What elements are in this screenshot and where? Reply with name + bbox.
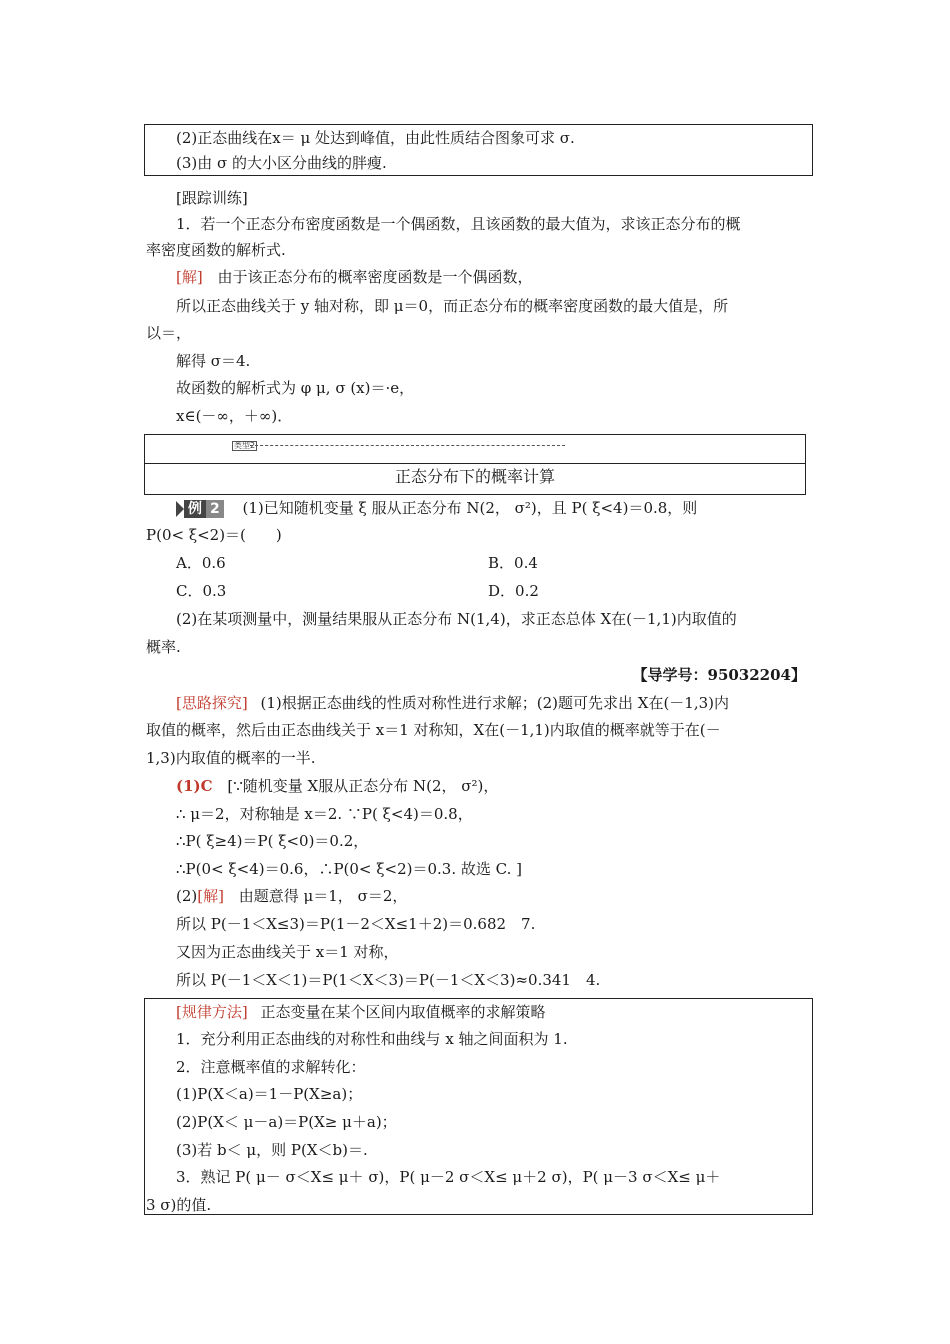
answer2-line-1: (2)[解] 由题意得 μ＝1， σ＝2，: [176, 887, 408, 905]
type-box-divider: [144, 463, 806, 464]
option-c: C．0.3: [176, 582, 227, 600]
example-q2-line-2: 概率.: [146, 638, 181, 656]
practice-heading: [跟踪训练]: [176, 189, 248, 207]
answer1-line-1: (1)C [∵随机变量 X服从正态分布 N(2， σ²)，: [176, 777, 499, 795]
practice-solution-line-4: 解得 σ＝4.: [176, 352, 251, 370]
guide-number: 【导学号：95032204】: [632, 666, 806, 684]
box1-line-1: (2)正态曲线在x＝ μ 处达到峰值，由此性质结合图象可求 σ.: [176, 129, 575, 147]
answer1-line-4: ∴P(0< ξ<4)＝0.6，∴P(0< ξ<2)＝0.3. 故选 C. ]: [176, 860, 522, 878]
rules-header: [规律方法] 正态变量在某个区间内取值概率的求解策略: [176, 1003, 546, 1021]
box1-line-2: (3)由 σ 的大小区分曲线的胖瘦.: [176, 154, 387, 172]
rules-line-7: 3 σ)的值.: [146, 1196, 212, 1214]
option-a: A．0.6: [176, 554, 226, 572]
answer2-line-4: 所以 P(－1＜X＜1)＝P(1＜X＜3)＝P(－1＜X＜3)≈0.341 4.: [176, 971, 601, 989]
answer2-line-2: 所以 P(－1＜X≤3)＝P(1－2＜X≤1＋2)＝0.682 7.: [176, 915, 536, 933]
analysis-line-2: 取值的概率，然后由正态曲线关于 x＝1 对称知，X在(－1,1)内取值的概率就等于在(－: [146, 721, 721, 739]
rules-line-4: (2)P(X＜ μ－a)＝P(X≥ μ＋a)；: [176, 1113, 397, 1131]
practice-solution-line-5: 故函数的解析式为 φ μ, σ (x)＝·e，: [176, 379, 415, 397]
answer1-line-2: ∴ μ＝2，对称轴是 x＝2. ∵P( ξ<4)＝0.8，: [176, 805, 473, 823]
practice-solution-line-3: 以＝，: [146, 324, 192, 342]
practice-question-line-1: 1．若一个正态分布密度函数是一个偶函数，且该函数的最大值为，求该正态分布的概: [176, 215, 741, 233]
rules-line-6: 3．熟记 P( μ－ σ＜X≤ μ＋ σ)，P( μ－2 σ＜X≤ μ＋2 σ)，P( μ－3 σ＜X≤ μ＋: [176, 1168, 721, 1186]
solution-tag: [解]: [176, 268, 203, 286]
example-q2-line-1: (2)在某项测量中，测量结果服从正态分布 N(1,4)，求正态总体 X在(－1,1)内取值的: [176, 610, 737, 628]
practice-solution-line-2: 所以正态曲线关于 y 轴对称，即 μ＝0，而正态分布的概率密度函数的最大值是，所: [176, 297, 729, 315]
example-line-2: P(0< ξ<2)＝( ): [146, 526, 282, 544]
analysis-tag: [思路探究]: [176, 694, 248, 712]
option-b: B．0.4: [488, 554, 538, 572]
analysis-line-3: 1,3)内取值的概率的一半.: [146, 749, 316, 767]
answer2-line-3: 又因为正态曲线关于 x＝1 对称，: [176, 943, 399, 961]
rules-tag: [规律方法]: [176, 1003, 248, 1021]
practice-solution-line-1: [解] 由于该正态分布的概率密度函数是一个偶函数，: [176, 268, 533, 286]
rules-line-5: (3)若 b＜ μ，则 P(X＜b)＝.: [176, 1141, 368, 1159]
option-d: D．0.2: [488, 582, 539, 600]
practice-question-line-2: 率密度函数的解析式.: [146, 241, 286, 259]
type-tag: 类型2: [234, 441, 256, 450]
analysis-line-1: [思路探究] (1)根据正态曲线的性质对称性进行求解；(2)题可先求出 X在(－1,3)内: [176, 694, 730, 712]
answer1-tag: (1)C: [176, 777, 213, 795]
example-badge: 例 2: [176, 500, 224, 518]
example-line-1: 例 2 (1)已知随机变量 ξ 服从正态分布 N(2， σ²)，且 P( ξ<4)＝0.8，则: [176, 498, 697, 518]
rules-line-3: (1)P(X＜a)＝1－P(X≥a)；: [176, 1085, 363, 1103]
type-title: 正态分布下的概率计算: [394, 467, 555, 486]
rules-line-1: 1．充分利用正态曲线的对称性和曲线与 x 轴之间面积为 1.: [176, 1030, 568, 1048]
type-tag-dashed-line: [250, 445, 565, 446]
rules-line-2: 2．注意概率值的求解转化：: [176, 1058, 366, 1076]
practice-solution-line-6: x∈(－∞，＋∞)．: [176, 407, 293, 425]
triangle-icon: [176, 501, 184, 517]
answer1-line-3: ∴P( ξ≥4)＝P( ξ<0)＝0.2，: [176, 832, 369, 850]
answer2-tag: [解]: [197, 887, 224, 905]
